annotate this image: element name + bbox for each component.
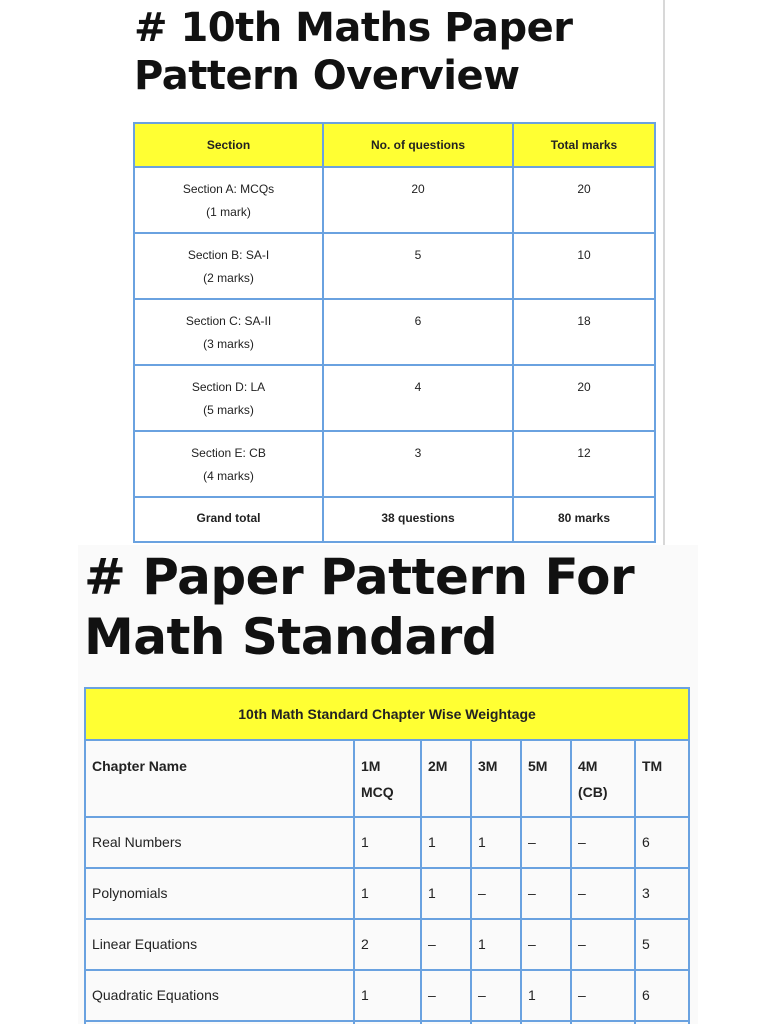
4m-cb-cell: – xyxy=(571,817,635,868)
chapter-weightage-table xyxy=(84,687,690,1024)
table-row xyxy=(134,299,655,365)
tm-cell: 3 xyxy=(635,868,689,919)
column-header-line1: 4M xyxy=(578,758,598,774)
3m-cell: – xyxy=(471,970,521,1021)
column-header-2m xyxy=(421,740,471,817)
chapter-name-cell: Polynomials xyxy=(85,868,354,919)
column-header-total-marks: Total marks xyxy=(513,123,655,167)
table-row xyxy=(134,431,655,497)
table-row xyxy=(85,970,689,1021)
section-marks-note: (5 marks) xyxy=(203,403,254,417)
panel-divider xyxy=(663,0,665,545)
section-marks-note: (3 marks) xyxy=(203,337,254,351)
table-row xyxy=(85,919,689,970)
column-header-line2: MCQ xyxy=(361,784,394,800)
column-header-line2: (CB) xyxy=(578,784,608,800)
4m-cb-cell: – xyxy=(571,919,635,970)
total-marks-cell: 10 xyxy=(513,233,655,299)
overview-heading-line1: # 10th Maths Paper xyxy=(134,5,573,51)
questions-cell: 20 xyxy=(323,167,513,233)
3m-cell: – xyxy=(471,868,521,919)
section-cell xyxy=(134,365,323,431)
section-name: Section A: MCQs xyxy=(182,182,275,196)
4m-cb-cell: – xyxy=(571,970,635,1021)
table-row xyxy=(134,365,655,431)
2m-cell: – xyxy=(421,970,471,1021)
table-banner: 10th Math Standard Chapter Wise Weightage xyxy=(85,688,689,740)
column-header-chapter-name xyxy=(85,740,354,817)
5m-cell: 1 xyxy=(521,970,571,1021)
column-header-line1: TM xyxy=(642,758,663,774)
total-marks-cell: 18 xyxy=(513,299,655,365)
chapter-name-cell: Real Numbers xyxy=(85,817,354,868)
section-marks-note: (4 marks) xyxy=(203,469,254,483)
column-header-row xyxy=(85,740,689,817)
2m-cell: – xyxy=(421,919,471,970)
total-marks-cell: 20 xyxy=(513,365,655,431)
5m-cell: – xyxy=(521,817,571,868)
section-cell xyxy=(134,167,323,233)
overview-heading-line2: Pattern Overview xyxy=(134,53,520,99)
column-header-line1: 5M xyxy=(528,758,548,774)
5m-cell: – xyxy=(521,919,571,970)
tm-cell: 5 xyxy=(635,919,689,970)
overview-heading xyxy=(134,4,654,100)
grand-total-marks: 80 marks xyxy=(513,497,655,542)
section-name: Section B: SA-I xyxy=(187,248,270,262)
questions-cell: 5 xyxy=(323,233,513,299)
math-standard-panel xyxy=(0,545,768,1024)
grand-total-row xyxy=(134,497,655,542)
tm-cell: 6 xyxy=(635,970,689,1021)
table-row xyxy=(134,167,655,233)
section-cell xyxy=(134,233,323,299)
questions-cell: 4 xyxy=(323,365,513,431)
1m-mcq-cell: 1 xyxy=(354,868,421,919)
tm-cell: 6 xyxy=(635,817,689,868)
section-name: Section D: LA xyxy=(191,380,266,394)
4m-cb-cell: – xyxy=(571,868,635,919)
chapter-name-cell: Linear Equations xyxy=(85,919,354,970)
grand-total-questions: 38 questions xyxy=(323,497,513,542)
1m-mcq-cell: 1 xyxy=(354,970,421,1021)
5m-cell: – xyxy=(521,868,571,919)
section-name: Section E: CB xyxy=(191,446,266,460)
questions-cell: 6 xyxy=(323,299,513,365)
3m-cell: 1 xyxy=(471,817,521,868)
1m-mcq-cell: 2 xyxy=(354,919,421,970)
column-header-line1: 3M xyxy=(478,758,498,774)
column-header-section: Section xyxy=(134,123,323,167)
section-cell xyxy=(134,299,323,365)
standard-heading-line1: # Paper Pattern For xyxy=(84,548,635,606)
2m-cell: 1 xyxy=(421,868,471,919)
column-header-5m xyxy=(521,740,571,817)
column-header-line1: 1M xyxy=(361,758,381,774)
table-row xyxy=(85,868,689,919)
total-marks-cell: 20 xyxy=(513,167,655,233)
column-header-questions: No. of questions xyxy=(323,123,513,167)
section-name: Section C: SA-II xyxy=(185,314,272,328)
overview-header-row xyxy=(134,123,655,167)
total-marks-cell: 12 xyxy=(513,431,655,497)
2m-cell: 1 xyxy=(421,817,471,868)
column-header-line1: Chapter Name xyxy=(92,758,187,774)
table-row xyxy=(134,233,655,299)
column-header-3m xyxy=(471,740,521,817)
section-cell xyxy=(134,431,323,497)
standard-heading-line2: Math Standard xyxy=(84,608,498,666)
section-marks-note: (2 marks) xyxy=(203,271,254,285)
3m-cell: 1 xyxy=(471,919,521,970)
standard-heading xyxy=(84,547,684,667)
section-marks-note: (1 mark) xyxy=(206,205,251,219)
paper-pattern-overview-panel xyxy=(0,0,663,545)
table-row xyxy=(85,817,689,868)
grand-total-label: Grand total xyxy=(134,497,323,542)
column-header-line1: 2M xyxy=(428,758,448,774)
overview-table xyxy=(133,122,656,543)
column-header-4m-cb xyxy=(571,740,635,817)
1m-mcq-cell: 1 xyxy=(354,817,421,868)
questions-cell: 3 xyxy=(323,431,513,497)
column-header-1m-mcq xyxy=(354,740,421,817)
chapter-name-cell: Quadratic Equations xyxy=(85,970,354,1021)
column-header-tm xyxy=(635,740,689,817)
